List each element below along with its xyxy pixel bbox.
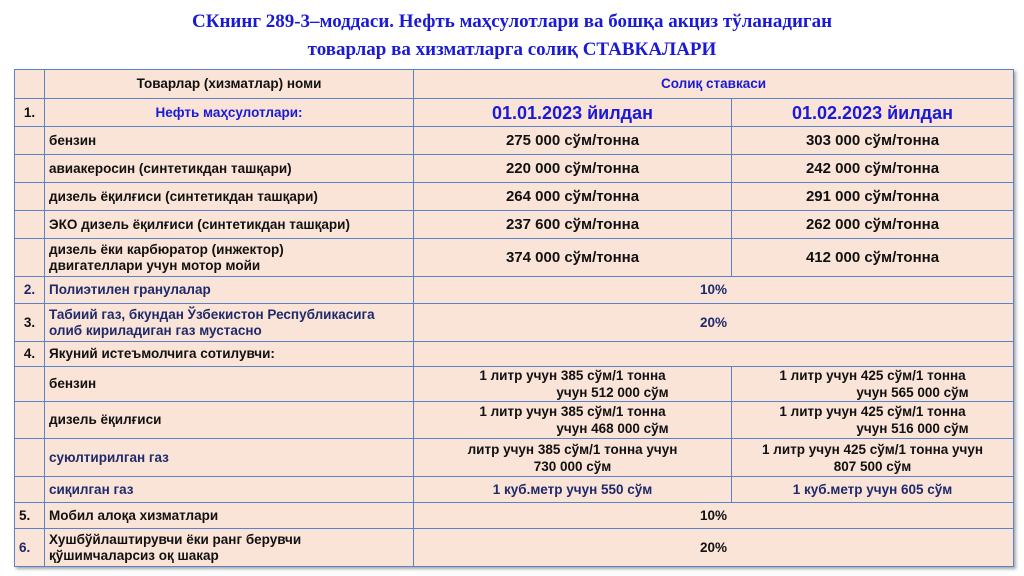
rate-value [414, 439, 732, 477]
table-row [15, 402, 1014, 439]
rate-value: 242 000 сўм/тонна [732, 155, 1014, 183]
table-row [15, 342, 1014, 367]
rate-value: 237 600 сўм/тонна [414, 211, 732, 239]
row-number [15, 439, 45, 477]
rate-value [732, 402, 1014, 439]
row-number [15, 477, 45, 503]
title-line-1: СКнинг 289-3–моддаси. Нефть маҳсулотлари ва бошқа акциз тўланадиган [191, 11, 833, 32]
product-name-line-2: двигателлари учун мотор мойи [49, 257, 261, 273]
rate-value: 1 куб.метр учун 550 сўм [414, 477, 732, 503]
product-name: сиқилган газ [45, 477, 414, 503]
row-number: 5. [15, 503, 45, 529]
rate-line-1: 1 литр учун 385 сўм/1 тонна [479, 404, 666, 419]
date-column-2: 01.02.2023 йилдан [732, 99, 1014, 127]
row-number: 4. [15, 342, 45, 367]
product-name: Мобил алоқа хизматлари [45, 503, 414, 529]
page-title [0, 8, 1024, 64]
table-row [15, 155, 1014, 183]
product-name: авиакеросин (синтетикдан ташқари) [45, 155, 414, 183]
product-name [45, 529, 414, 567]
product-name [45, 239, 414, 277]
row-number [15, 155, 45, 183]
row-number [15, 211, 45, 239]
rate-line-2: учун 512 000 сўм [556, 385, 669, 400]
rate-value: 220 000 сўм/тонна [414, 155, 732, 183]
product-name-line-2: олиб кириладиган газ мустасно [49, 322, 262, 338]
table-row [15, 304, 1014, 342]
table-row [15, 529, 1014, 567]
header-rate-col: Солиқ ставкаси [414, 70, 1014, 99]
table-row [15, 239, 1014, 277]
rate-line-1: 1 литр учун 385 сўм/1 тонна [479, 368, 666, 383]
row-number: 3. [15, 304, 45, 342]
rate-line-1: 1 литр учун 425 сўм/1 тонна [779, 368, 966, 383]
product-name-line-1: Табиий газ, бкундан Ўзбекистон Республикасига [49, 306, 375, 322]
table-row [15, 277, 1014, 304]
row-number [15, 402, 45, 439]
product-name: бензин [45, 367, 414, 402]
row-number [15, 367, 45, 402]
rate-value: 10% [414, 503, 1014, 529]
product-name: суюлтирилган газ [45, 439, 414, 477]
table-row [15, 503, 1014, 529]
rate-value: 1 куб.метр учун 605 сўм [732, 477, 1014, 503]
product-name-line-1: дизель ёки карбюратор (инжектор) [49, 241, 284, 257]
rate-line-2: 807 500 сўм [833, 458, 912, 474]
product-name: дизель ёқилғиси [45, 402, 414, 439]
table-row [15, 127, 1014, 155]
row-number [15, 127, 45, 155]
rate-line-1: 1 литр учун 425 сўм/1 тонна [779, 404, 966, 419]
product-name-line-1: Хушбўйлаштирувчи ёки ранг берувчи [49, 531, 302, 547]
rate-value: 264 000 сўм/тонна [414, 183, 732, 211]
tax-rates-table [14, 69, 1014, 567]
section-name: Нефть маҳсулотлари: [45, 99, 414, 127]
row-number [15, 183, 45, 211]
table-row [15, 99, 1014, 127]
table-row [15, 183, 1014, 211]
product-name-line-2: қўшимчаларсиз оқ шакар [49, 547, 219, 563]
table-row [15, 367, 1014, 402]
header-num-cell [15, 70, 45, 99]
rate-value [414, 367, 732, 402]
rate-line-1: 1 литр учун 425 сўм/1 тонна учун [761, 441, 984, 457]
rate-value [732, 367, 1014, 402]
product-name: ЭКО дизель ёқилғиси (синтетикдан ташқари) [45, 211, 414, 239]
product-name [45, 304, 414, 342]
rate-value: 291 000 сўм/тонна [732, 183, 1014, 211]
rate-line-2: 730 000 сўм [533, 458, 612, 474]
date-column-1: 01.01.2023 йилдан [414, 99, 732, 127]
table-row [15, 477, 1014, 503]
rate-line-2: учун 468 000 сўм [556, 421, 669, 436]
rate-value: 275 000 сўм/тонна [414, 127, 732, 155]
rate-value: 262 000 сўм/тонна [732, 211, 1014, 239]
rate-value: 303 000 сўм/тонна [732, 127, 1014, 155]
table-row [15, 439, 1014, 477]
rate-value: 20% [414, 529, 1014, 567]
rate-value: 374 000 сўм/тонна [414, 239, 732, 277]
rate-line-2: учун 565 000 сўм [856, 385, 969, 400]
rate-line-1: литр учун 385 сўм/1 тонна учун [467, 441, 678, 457]
title-line-2: товарлар ва хизматларга солиқ СТАВКАЛАРИ [307, 39, 717, 60]
row-number: 6. [15, 529, 45, 567]
row-number: 1. [15, 99, 45, 127]
rate-line-2: учун 516 000 сўм [856, 421, 969, 436]
rate-value: 10% [414, 277, 1014, 304]
row-number [15, 239, 45, 277]
product-name: бензин [45, 127, 414, 155]
rate-value [732, 439, 1014, 477]
table-header-row [15, 70, 1014, 99]
section-name: Якуний истеъмолчига сотилувчи: [45, 342, 414, 367]
product-name: Полиэтилен гранулалар [45, 277, 414, 304]
rate-value [414, 402, 732, 439]
rate-value: 412 000 сўм/тонна [732, 239, 1014, 277]
rate-value: 20% [414, 304, 1014, 342]
product-name: дизель ёқилғиси (синтетикдан ташқари) [45, 183, 414, 211]
row-number: 2. [15, 277, 45, 304]
table-row [15, 211, 1014, 239]
rate-value [414, 342, 1014, 367]
header-name-col: Товарлар (хизматлар) номи [45, 70, 414, 99]
